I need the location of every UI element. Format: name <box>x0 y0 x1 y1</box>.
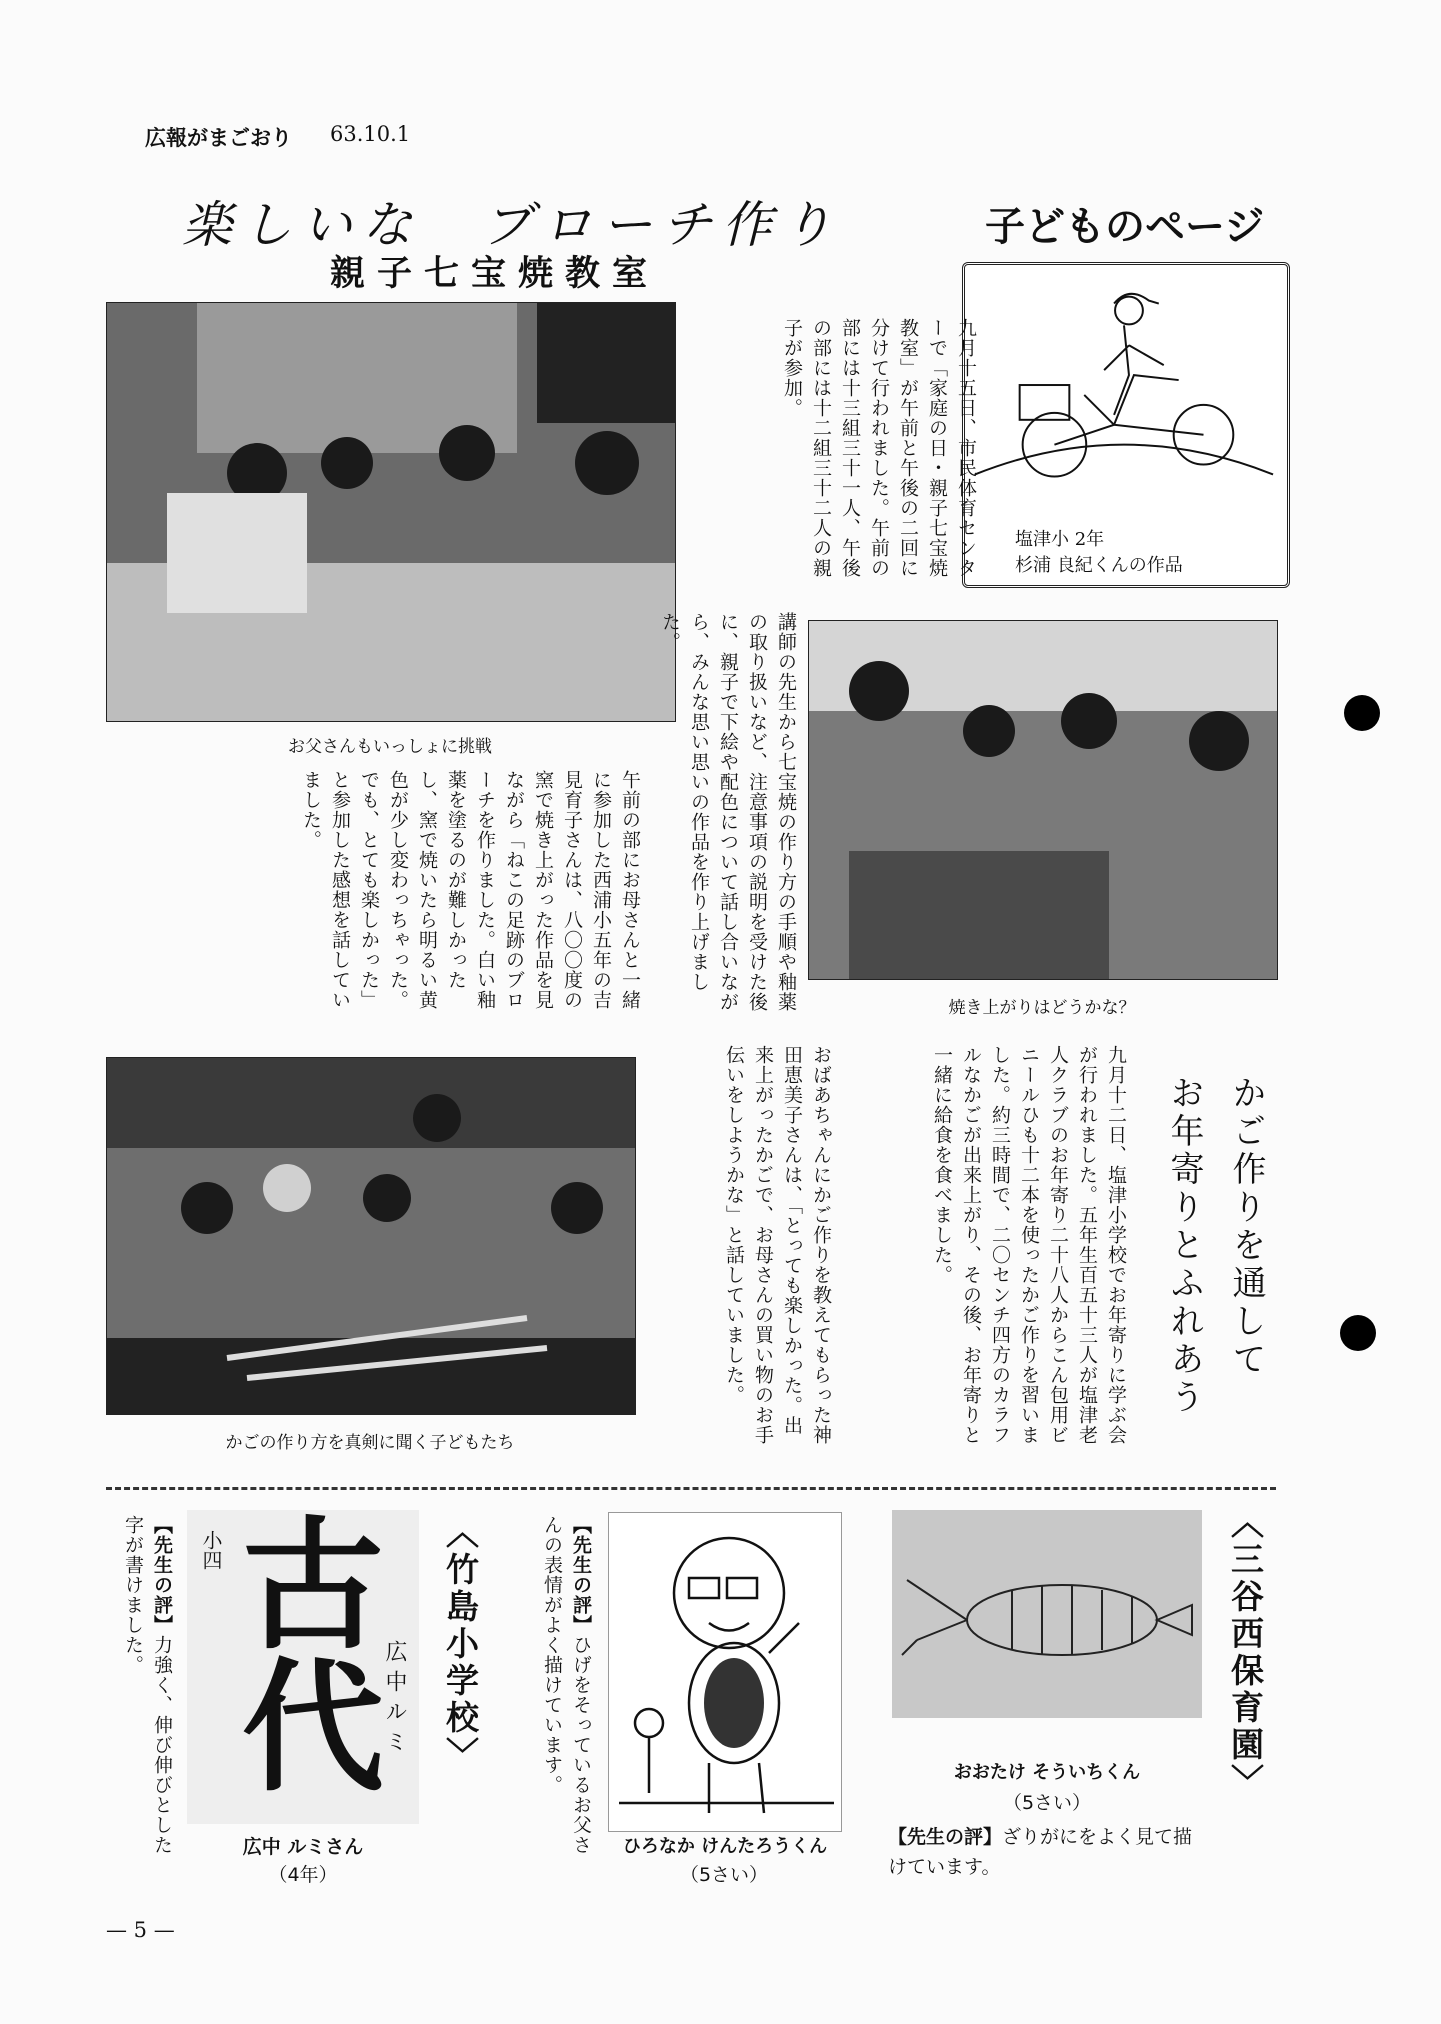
crayfish-drawing <box>892 1510 1202 1718</box>
article1-title: 楽しいな ブローチ作り <box>182 196 842 254</box>
calligraphy-comment-label: 【先生の評】 <box>151 1515 173 1635</box>
caption-photo1: お父さんもいっしょに挑戦 <box>288 737 492 757</box>
kids-page-title: 子どものページ <box>985 204 1265 250</box>
drawing-comment-text: ひげをそっているお父さんの表情がよく描けています。 <box>541 1515 592 1855</box>
article2-para1: 九月十二日、塩津小学校でお年寄りに学ぶ会が行われました。五年生百五十三人が塩津老人クラブのお年寄り二十八人からこん包用ビニールひも十二本を使ったかご作りを習いました。約三時間で、二〇センチ四方のカラフルなかごが出来上がり、その後、お年寄りと一緒に給食を食べました。 <box>931 1045 1127 1445</box>
kids-drawing-caption-1: 塩津小 2年 <box>1015 529 1105 550</box>
section-divider <box>106 1487 1276 1490</box>
calligraphy-signature: 広中ルミ <box>382 1640 407 1760</box>
article1-para2: 講師の先生から七宝焼の作り方の手順や釉薬の取り扱いなど、注意事項の説明を受けた後に、親子で下絵や配色について話し合いながら、みんな思い思いの作品を作り上げました。 <box>659 612 797 1012</box>
article1-para3: 午前の部にお母さんと一緒に参加した西浦小五年の吉見育子さんは、八〇〇度の窯で焼き上がった作品を見ながら「ねこの足跡のブローチを作りました。白い釉薬を塗るのが難しかったし、窯で焼いたら明るい黄色が少し変わっちゃった。でも、とても楽しかった」と参加した感想を話していました。 <box>300 770 641 1010</box>
calligraphy-student: 広中 ルミさん <box>242 1836 364 1858</box>
drawing-age: （5さい） <box>679 1864 769 1886</box>
photo-father-participating <box>106 302 676 722</box>
calligraphy-grade: 小四 <box>199 1530 223 1570</box>
bicycle-drawing <box>965 265 1283 515</box>
article1-subtitle: 親子七宝焼教室 <box>330 254 660 294</box>
kids-drawing-frame <box>962 262 1290 588</box>
sanya-comment-text: ざりがにをよく見て描けています。 <box>888 1826 1193 1878</box>
father-drawing <box>608 1512 842 1832</box>
article2-title: かご作りを通して <box>1226 1075 1266 1379</box>
sanya-comment <box>888 1822 1208 1882</box>
page-number: — 5 — <box>106 1918 175 1942</box>
kids-drawing-caption-2: 杉浦 良紀くんの作品 <box>1015 555 1183 576</box>
calligraphy-comment <box>106 1515 176 1855</box>
publication-name: 広報がまごおり <box>145 126 292 150</box>
sanya-age: （5さい） <box>1002 1792 1092 1814</box>
article1-para1: 九月十五日、市民体育センターで「家庭の日・親子七宝焼教室」が午前と午後の二回に分けて行われました。午前の部には十三組三十一人、午後の部には十二組三十二人の親子が参加。 <box>781 318 977 578</box>
article2-subtitle: お年寄りとふれあう <box>1164 1075 1204 1417</box>
sanya-school-title: 〈三谷西保育園〉 <box>1226 1505 1265 1801</box>
calligraphy-paper <box>187 1510 419 1824</box>
drawing-comment <box>525 1515 595 1855</box>
sanya-comment-label: 【先生の評】 <box>888 1826 1003 1848</box>
calligraphy-comment-text: 力強く、伸び伸びとした字が書けました。 <box>122 1515 173 1855</box>
caption-photo3: かごの作り方を真剣に聞く子どもたち <box>225 1433 515 1453</box>
drawing-comment-label: 【先生の評】 <box>570 1515 592 1635</box>
calligraphy-grade-label: （4年） <box>268 1864 338 1886</box>
sanya-student: おおたけ そういちくん <box>953 1762 1141 1783</box>
takeshima-school-title: 〈竹島小学校〉 <box>441 1515 480 1774</box>
issue-date: 63.10.1 <box>330 122 411 146</box>
photo-kiln-check <box>808 620 1278 980</box>
calligraphy-characters: 古代 <box>218 1510 384 1794</box>
binder-hole-top <box>1344 695 1380 731</box>
article2-para2: おばあちゃんにかご作りを教えてもらった神田恵美子さんは、「とっても楽しかった。出来上がったかごで、お母さんの買い物のお手伝いをしようかな」と話していました。 <box>723 1045 832 1445</box>
photo-basket-making <box>106 1057 636 1415</box>
caption-photo2: 焼き上がりはどうかな？ <box>948 998 1136 1018</box>
binder-hole-bottom <box>1340 1315 1376 1351</box>
drawing-student: ひろなか けんたろうくん <box>622 1836 828 1857</box>
